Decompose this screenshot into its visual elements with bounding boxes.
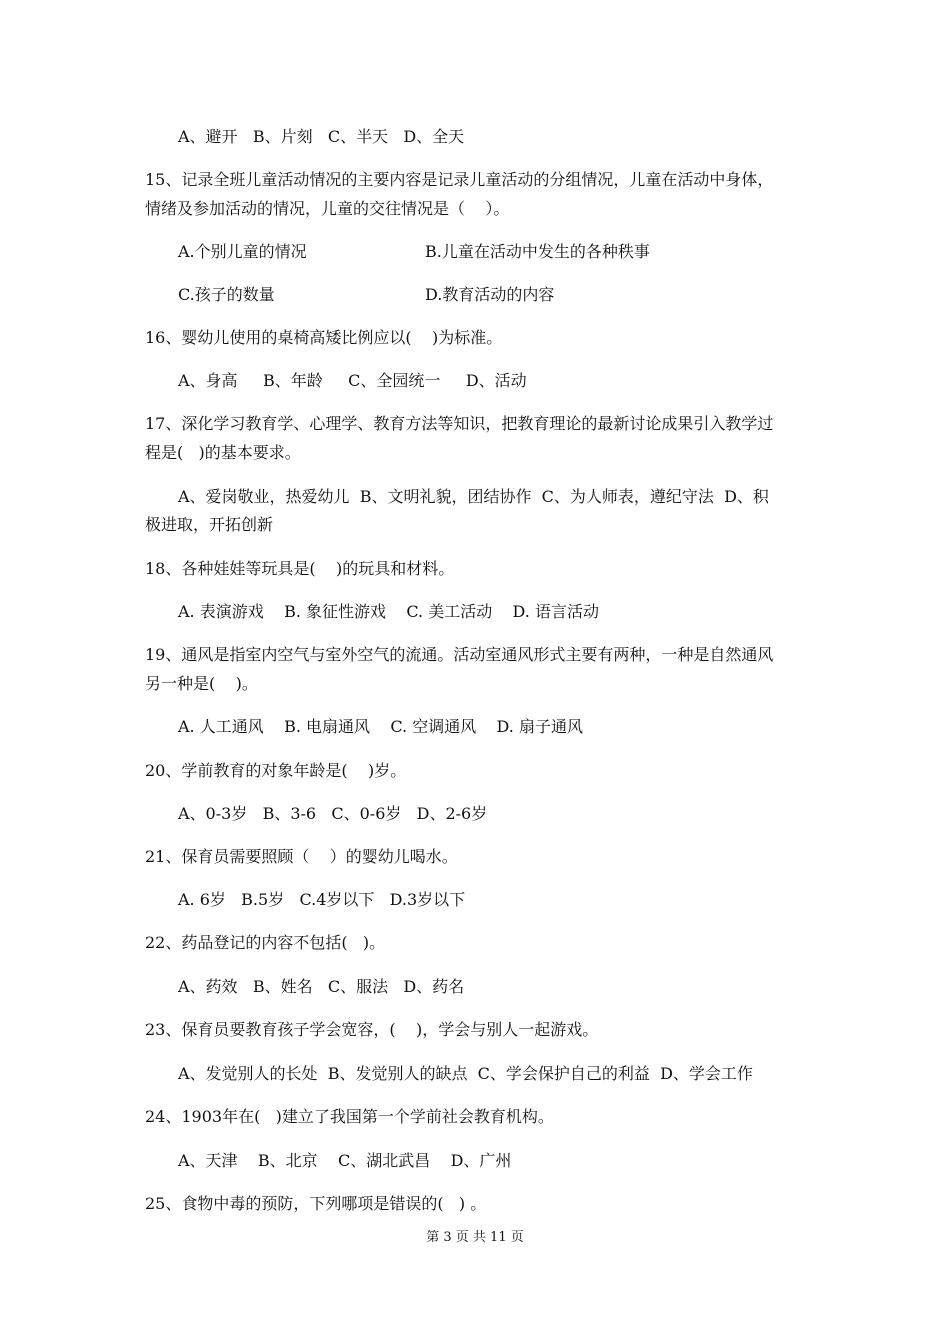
q17-options: A、爱岗敬业，热爱幼儿 B、文明礼貌，团结协作 C、为人师表，遵纪守法 D、积 (178, 487, 769, 506)
q15-text-cont: 情绪及参加活动的情况，儿童的交往情况是（ ）。 (145, 199, 510, 218)
q19-options: A. 人工通风 B. 电扇通风 C. 空调通风 D. 扇子通风 (178, 717, 583, 736)
q24-options: A、天津 B、北京 C、湖北武昌 D、广州 (178, 1151, 512, 1170)
q17-text: 17、深化学习教育学、心理学、教育方法等知识，把教育理论的最新讨论成果引入教学过 (145, 414, 774, 433)
q21-text: 21、保育员需要照顾（ ）的婴幼儿喝水。 (145, 847, 458, 866)
q18-text: 18、各种娃娃等玩具是( )的玩具和材料。 (145, 559, 455, 578)
page-number-footer: 第 3 页 共 11 页 (426, 1230, 524, 1245)
q21-options: A. 6岁 B.5岁 C.4岁以下 D.3岁以下 (178, 890, 466, 909)
q15-text: 15、记录全班儿童活动情况的主要内容是记录儿童活动的分组情况，儿童在活动中身体， (145, 170, 774, 189)
q20-text: 20、学前教育的对象年龄是( )岁。 (145, 761, 407, 780)
q15-option-d: D.教育活动的内容 (425, 285, 555, 304)
q22-text: 22、药品登记的内容不包括( )。 (145, 933, 386, 952)
q14-options: A、避开 B、片刻 C、半天 D、全天 (178, 127, 465, 146)
q19-text-cont: 另一种是( )。 (145, 674, 258, 693)
q22-options: A、药效 B、姓名 C、服法 D、药名 (178, 977, 465, 996)
q20-options: A、0-3岁 B、3-6 C、0-6岁 D、2-6岁 (178, 804, 488, 823)
q23-options: A、发觉别人的长处 B、发觉别人的缺点 C、学会保护自己的利益 D、学会工作 (178, 1064, 753, 1083)
q18-options: A. 表演游戏 B. 象征性游戏 C. 美工活动 D. 语言活动 (178, 602, 599, 621)
q15-option-a: A.个别儿童的情况 (178, 242, 307, 261)
q16-text: 16、婴幼儿使用的桌椅高矮比例应以( )为标准。 (145, 328, 503, 347)
q17-text-cont: 程是( )的基本要求。 (145, 443, 301, 462)
q16-options: A、身高 B、年龄 C、全园统一 D、活动 (178, 371, 527, 390)
q17-options-cont: 极进取，开拓创新 (145, 515, 274, 534)
q15-option-b: B.儿童在活动中发生的各种秩事 (425, 242, 650, 261)
q24-text: 24、1903年在( )建立了我国第一个学前社会教育机构。 (145, 1107, 554, 1126)
q23-text: 23、保育员要教育孩子学会宽容，( )，学会与别人一起游戏。 (145, 1020, 599, 1039)
q25-text: 25、食物中毒的预防，下列哪项是错误的( ) 。 (145, 1194, 487, 1213)
q19-text: 19、通风是指室内空气与室外空气的流通。活动室通风形式主要有两种，一种是自然通风 (145, 645, 774, 664)
q15-option-c: C.孩子的数量 (178, 285, 275, 304)
